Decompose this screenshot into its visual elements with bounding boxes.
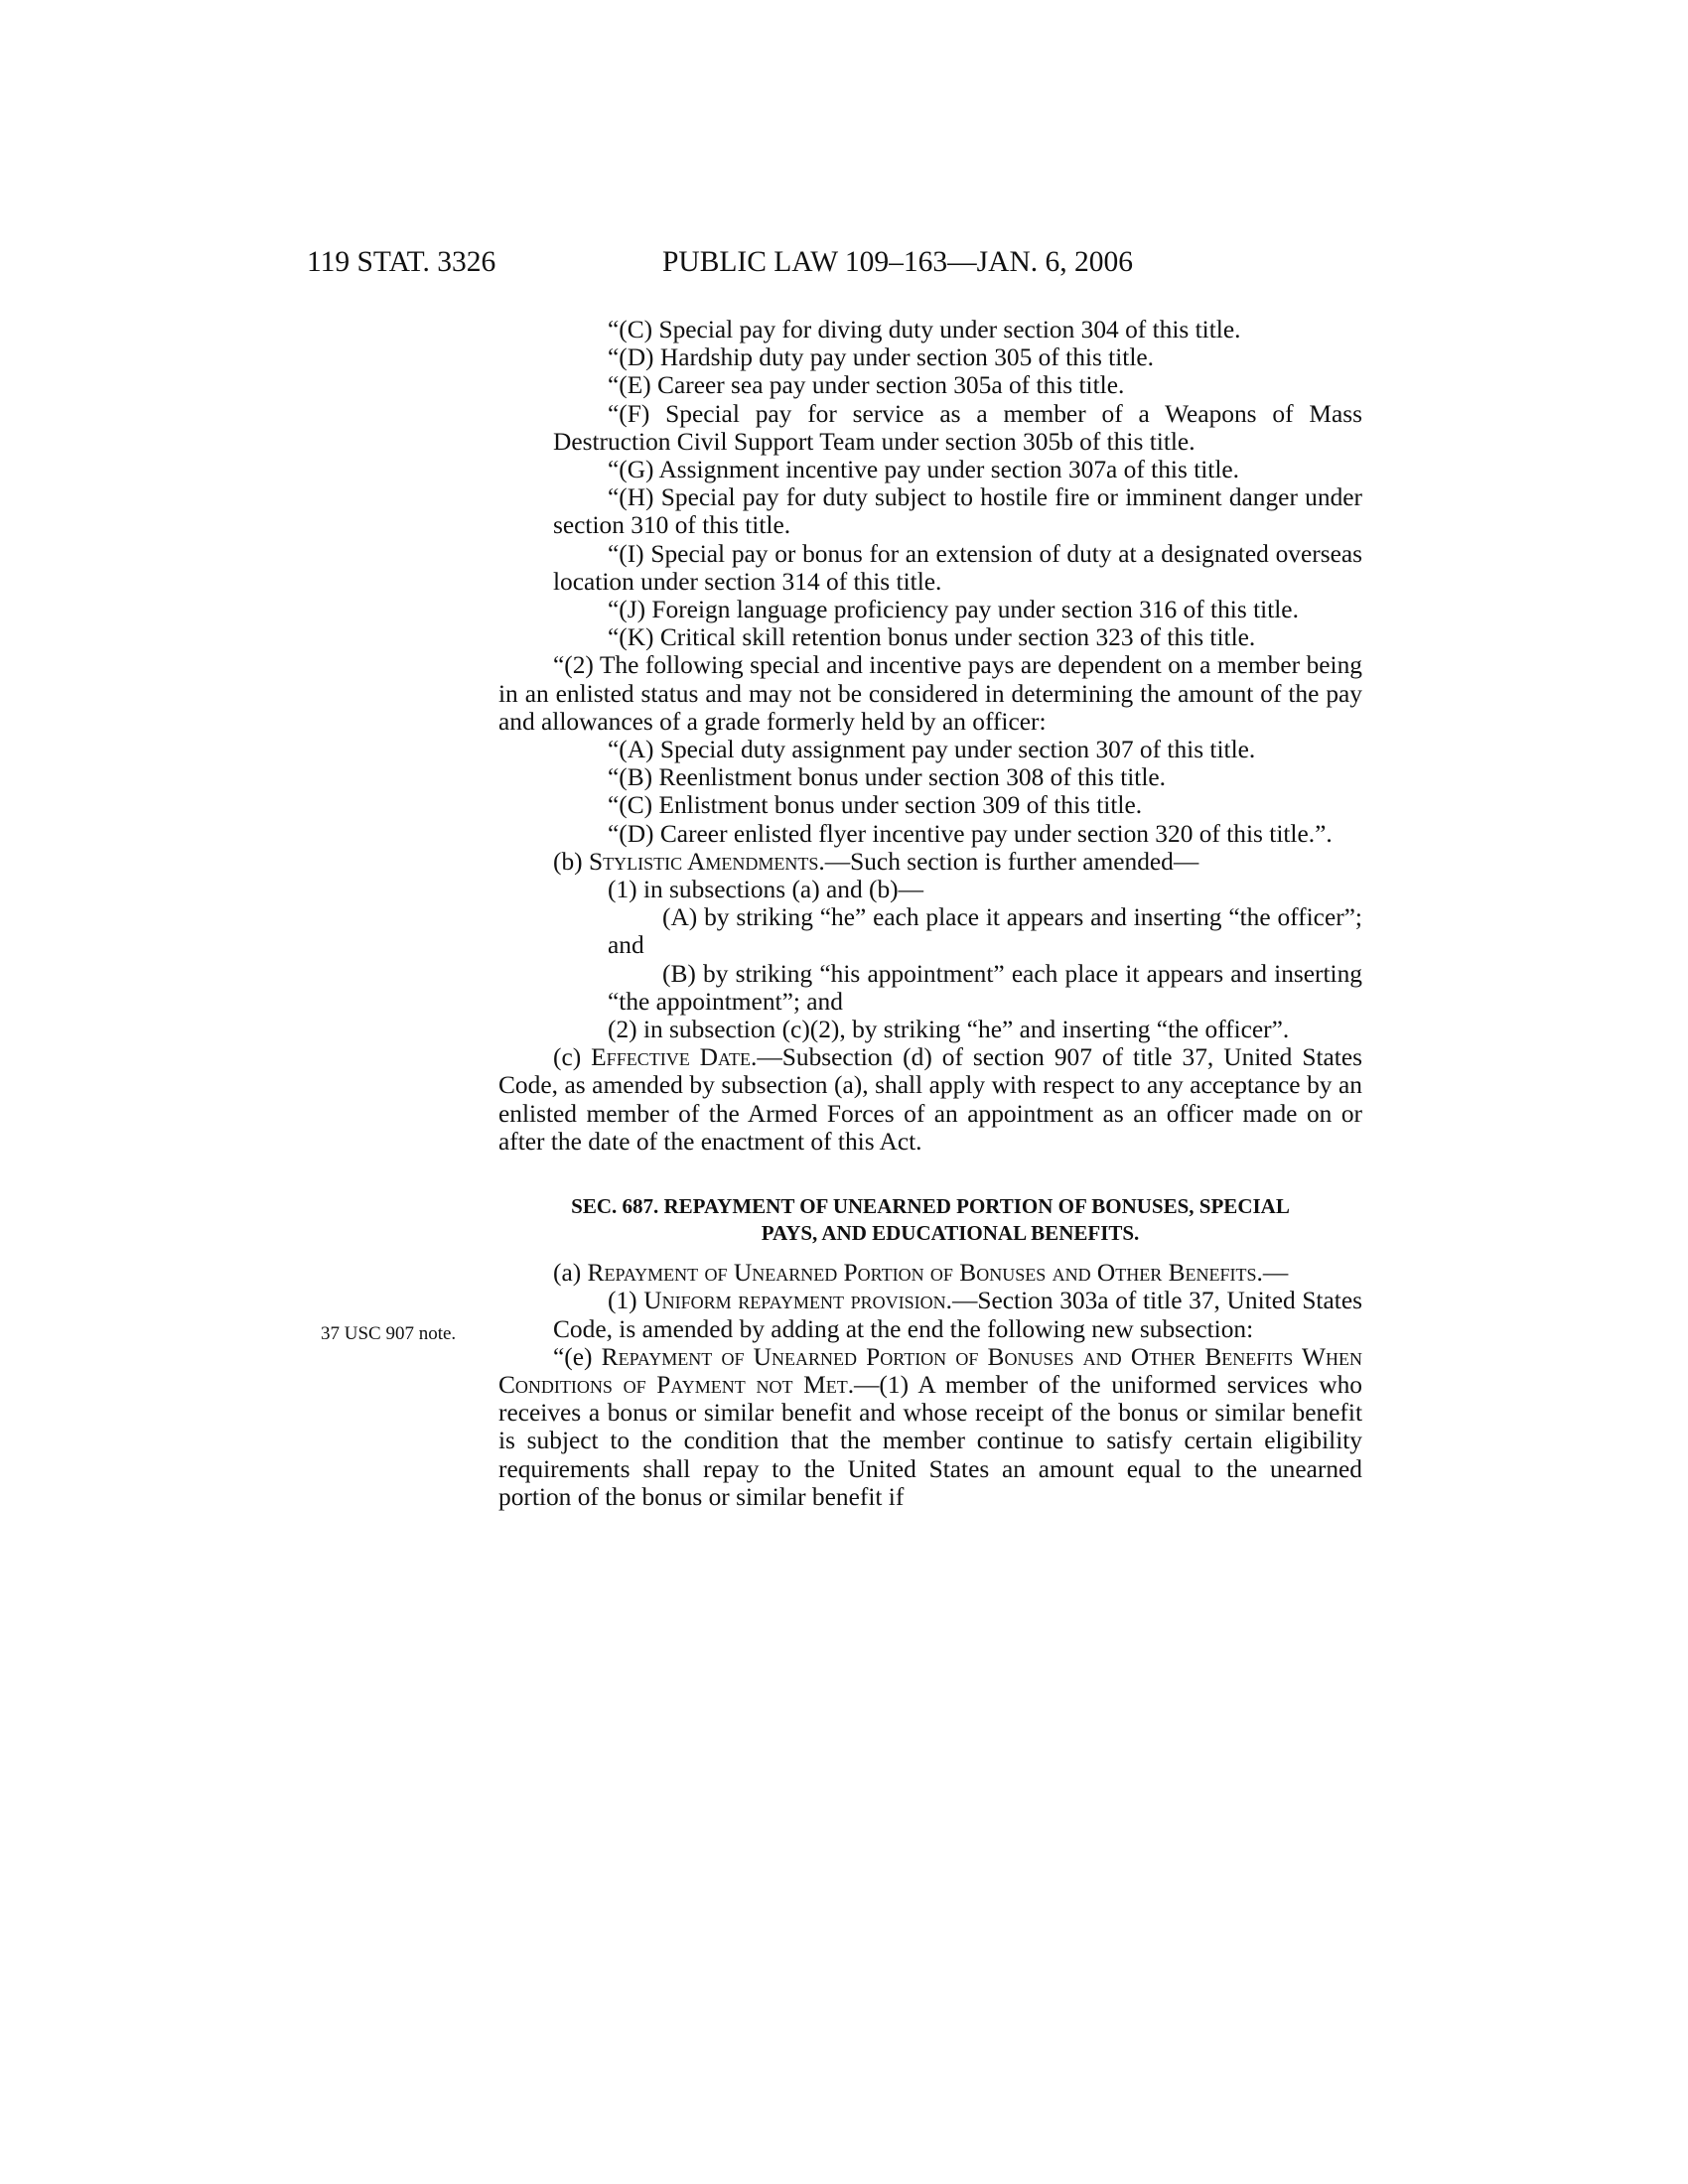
sec687-e-text: .—(1) A member of the uniformed services who receives a bonus or similar benefit and whose receipt of the bonus or similar benefit is subject to the condition that the member continue to satisfy certain eligibility requirements shall repay to the United States an amount equal to the unearned portion of the bonus or similar benefit if bbox=[498, 1370, 1362, 1511]
subsection-b-heading: Stylistic Amendments bbox=[588, 847, 819, 876]
paragraph-h: “(H) Special pay for duty subject to hostile fire or imminent danger under section 310 of this title. bbox=[553, 483, 1362, 540]
paragraph-2d: “(D) Career enlisted flyer incentive pay under section 320 of this title.”. bbox=[608, 819, 1333, 848]
item-b1b: (B) by striking “his appointment” each place it appears and inserting “the appointment”; and bbox=[608, 959, 1362, 1016]
paragraph-i: “(I) Special pay or bonus for an extension of duty at a designated overseas location under section 314 of this title. bbox=[553, 539, 1362, 596]
sec687-paragraph-1 bbox=[498, 1287, 1362, 1342]
sec687-a-heading: Repayment of Unearned Portion of Bonuses and Other Benefits bbox=[587, 1259, 1257, 1288]
sec687-subsection-a bbox=[498, 1259, 1362, 1287]
paragraph-g: “(G) Assignment incentive pay under section 307a of this title. bbox=[608, 456, 1240, 484]
paragraph-j: “(J) Foreign language proficiency pay under section 316 of this title. bbox=[608, 596, 1299, 624]
sec687-e-prefix: “(e) bbox=[553, 1342, 602, 1371]
paragraph-k: “(K) Critical skill retention bonus under section 323 of this title. bbox=[608, 623, 1256, 652]
sec687-a1-prefix: (1) bbox=[608, 1287, 644, 1315]
paragraph-2b: “(B) Reenlistment bonus under section 308 of this title. bbox=[608, 763, 1167, 792]
margin-note: 37 USC 907 note. bbox=[321, 1323, 457, 1344]
item-b2: (2) in subsection (c)(2), by striking “he” and inserting “the officer”. bbox=[608, 1016, 1290, 1044]
sec687-a1-text: .—Section 303a of title 37, United States Code, is amended by adding at the end the following new subsection: bbox=[553, 1287, 1362, 1343]
section-heading-line2: PAYS, AND EDUCATIONAL BENEFITS. bbox=[761, 1221, 1140, 1246]
sec687-a-text: .— bbox=[1256, 1259, 1289, 1288]
subsection-c-text: .—Subsection (d) of section 907 of title 37, United States Code, as amended by subsection (a), shall apply with respect to any acceptance by an enlisted member of the Armed Forces of an appointment as an officer made on or after the date of the enactment of this Act. bbox=[498, 1043, 1362, 1156]
paragraph-d: “(D) Hardship duty pay under section 305 of this title. bbox=[608, 343, 1155, 372]
sec687-subsection-e bbox=[498, 1343, 1362, 1511]
section-heading-line1: SEC. 687. REPAYMENT OF UNEARNED PORTION OF BONUSES, SPECIAL bbox=[571, 1194, 1290, 1219]
statute-page-number: 119 STAT. 3326 bbox=[307, 246, 496, 278]
section-heading bbox=[498, 1193, 1362, 1247]
paragraph-c: “(C) Special pay for diving duty under section 304 of this title. bbox=[608, 316, 1241, 343]
sec687-a1-heading: Uniform repayment provision bbox=[643, 1287, 946, 1315]
paragraph-2c: “(C) Enlistment bonus under section 309 of this title. bbox=[608, 791, 1143, 820]
paragraph-e: “(E) Career sea pay under section 305a of this title. bbox=[608, 371, 1125, 400]
subsection-c-heading: Effective Date bbox=[591, 1043, 752, 1072]
item-b1: (1) in subsections (a) and (b)— bbox=[608, 876, 924, 904]
sec687-a-prefix: (a) bbox=[553, 1259, 588, 1288]
subsection-b-text: .—Such section is further amended— bbox=[818, 847, 1199, 876]
subsection-c bbox=[498, 1043, 1362, 1156]
sec687-e-heading: Repayment of Unearned Portion of Bonuses and Other Benefits When Conditions of Payment not Met bbox=[498, 1342, 1362, 1399]
paragraph-2: “(2) The following special and incentive pays are dependent on a member being in an enlisted status and may not be considered in determining the amount of the pay and allowances of a grade formerly held by an officer: bbox=[498, 651, 1362, 736]
document-body bbox=[498, 316, 1362, 1511]
paragraph-f: “(F) Special pay for service as a member of a Weapons of Mass Destruction Civil Support Team under section 305b of this title. bbox=[553, 399, 1362, 456]
subsection-b-prefix: (b) bbox=[553, 847, 589, 876]
subsection-b bbox=[498, 848, 1362, 876]
item-b1a: (A) by striking “he” each place it appears and inserting “the officer”; and bbox=[608, 903, 1362, 960]
subsection-c-prefix: (c) bbox=[553, 1043, 592, 1072]
public-law-citation: PUBLIC LAW 109–163—JAN. 6, 2006 bbox=[662, 246, 1134, 278]
paragraph-2a: “(A) Special duty assignment pay under section 307 of this title. bbox=[608, 736, 1256, 764]
page-header bbox=[307, 246, 1364, 286]
